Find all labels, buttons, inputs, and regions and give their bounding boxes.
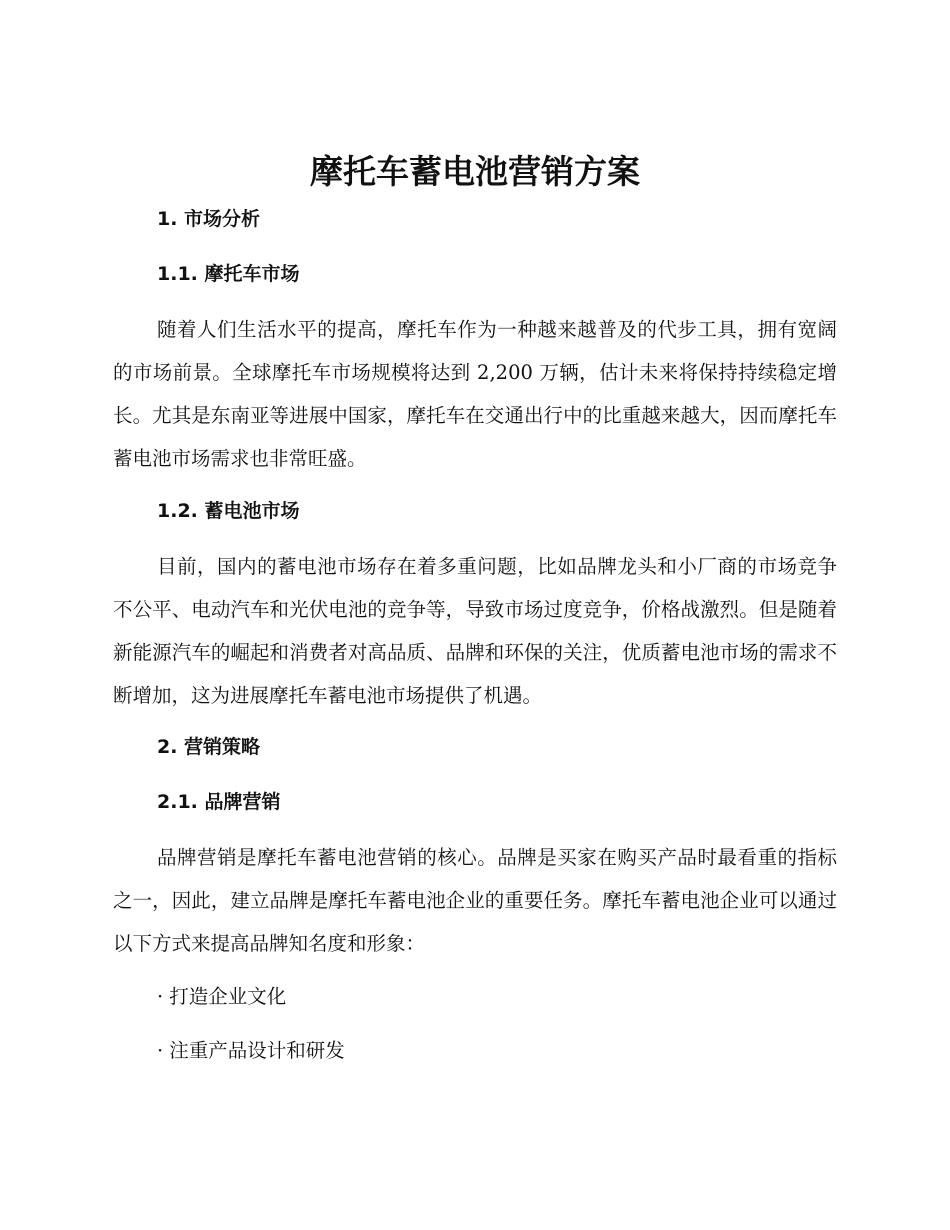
- section-heading-market-analysis: 1. 市场分析: [157, 208, 261, 230]
- bullet-icon: ·: [157, 985, 164, 1008]
- paragraph-brand-marketing: 品牌营销是摩托车蓄电池营销的核心。品牌是买家在购买产品时最看重的指标之一，因此，建立品牌是摩托车蓄电池企业的重要任务。摩托车蓄电池企业可以通过以下方式来提高品牌知名度和形象：: [113, 846, 837, 955]
- paragraph-motorcycle-market: 随着人们生活水平的提高，摩托车作为一种越来越普及的代步工具，拥有宽阔的市场前景。全球摩托车市场规模将达到 2,200 万辆，估计未来将保持持续稳定增长。尤其是东南亚等进展中国家，摩托车在交通出行中的比重越来越大，因而摩托车蓄电池市场需求也非常旺盛。: [113, 318, 837, 470]
- list-item: [157, 1037, 345, 1065]
- list-item-text: 注重产品设计和研发: [169, 1039, 345, 1062]
- document-title: 摩托车蓄电池营销方案: [310, 152, 640, 191]
- subsection-heading-motorcycle-market: 1.1. 摩托车市场: [157, 263, 300, 285]
- subsection-heading-battery-market: 1.2. 蓄电池市场: [157, 500, 300, 522]
- list-item-text: 打造企业文化: [169, 985, 287, 1008]
- section-heading-marketing-strategy: 2. 营销策略: [157, 736, 261, 758]
- bullet-icon: ·: [157, 1039, 164, 1062]
- paragraph-battery-market: 目前，国内的蓄电池市场存在着多重问题，比如品牌龙头和小厂商的市场竞争不公平、电动汽车和光伏电池的竞争等，导致市场过度竞争，价格战激烈。但是随着新能源汽车的崛起和消费者对高品质、品牌和环保的关注，优质蓄电池市场的需求不断增加，这为进展摩托车蓄电池市场提供了机遇。: [113, 555, 837, 707]
- list-item: [157, 983, 286, 1011]
- subsection-heading-brand-marketing: 2.1. 品牌营销: [157, 791, 281, 813]
